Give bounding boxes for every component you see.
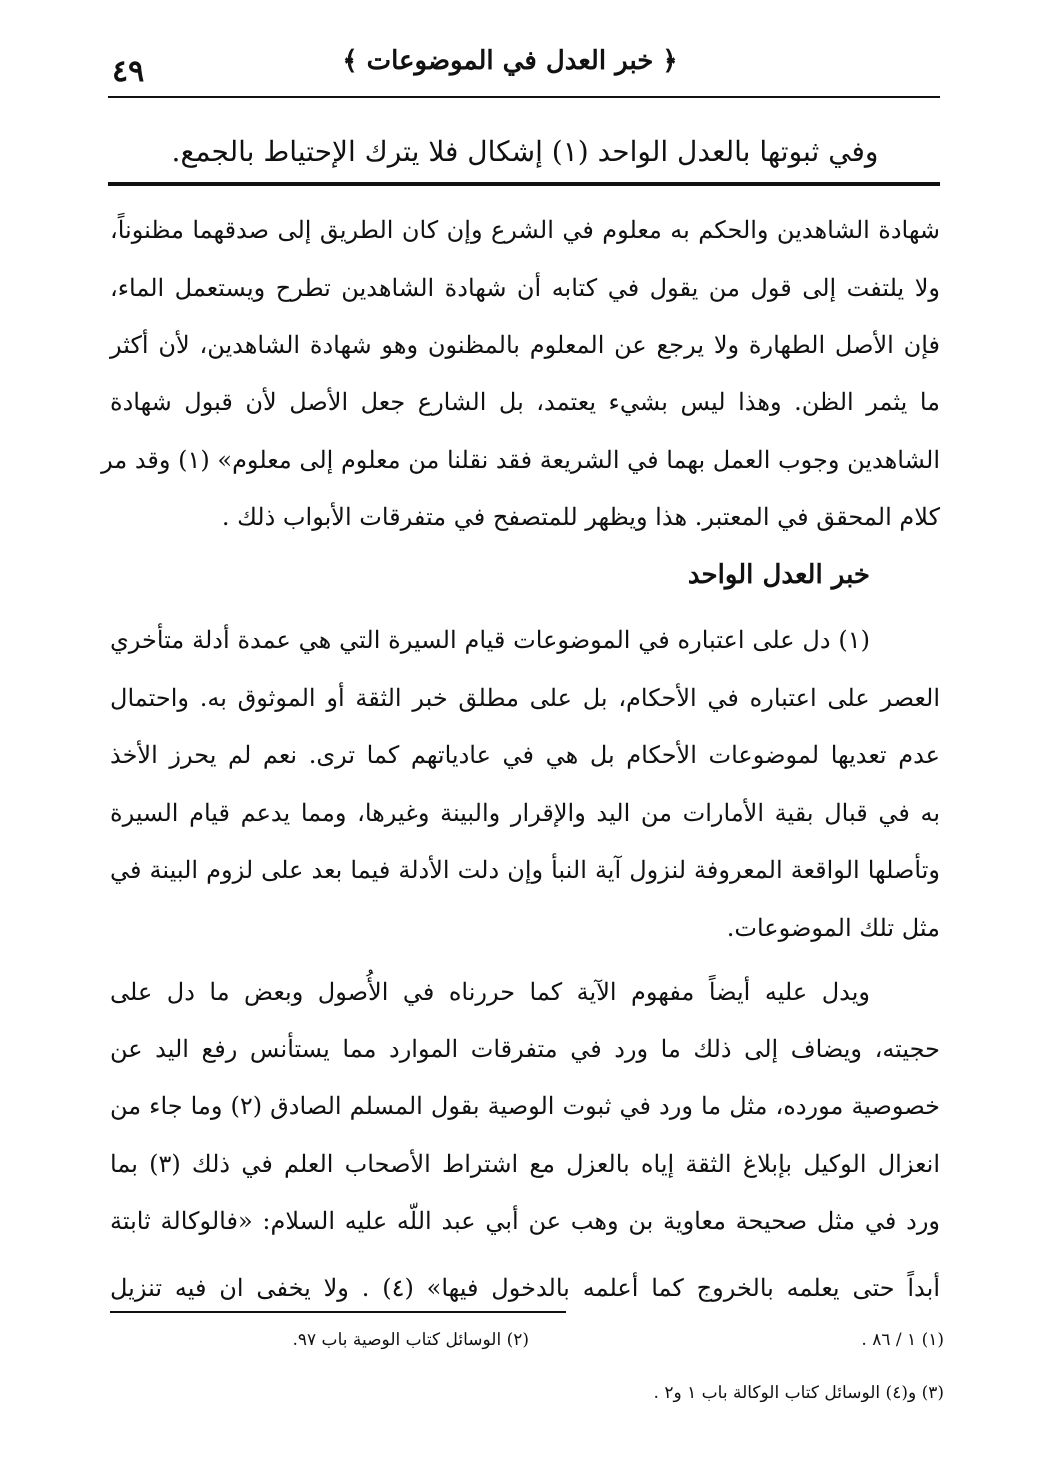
text-line: انعزال الوكيل بإبلاغ الثقة إياه بالعزل مع اشتراط الأصحاب العلم في ذلك (٣) بما — [110, 1150, 941, 1178]
footnote-1: (١) ١ / ٨٦ . — [861, 1330, 944, 1350]
text-line: كلام المحقق في المعتبر. هذا ويظهر للمتصفح في متفرقات الأبواب ذلك . — [221, 503, 940, 531]
commentary-divider — [108, 182, 940, 186]
text-line: ولا يلتفت إلى قول من يقول في كتابه أن شهادة الشاهدين تطرح ويستعمل الماء، — [110, 274, 940, 302]
matn-verse: وفي ثبوتها بالعدل الواحد (١) إشكال فلا يترك الإحتياط بالجمع. — [171, 135, 879, 168]
footnote-3-4: (٣) و(٤) الوسائل كتاب الوكالة باب ١ و٢ . — [653, 1383, 944, 1403]
text-line: ويدل عليه أيضاً مفهوم الآية كما حررناه في الأُصول وبعض ما دل على — [110, 978, 870, 1006]
text-line: خصوصية مورده، مثل ما ورد في ثبوت الوصية بقول المسلم الصادق (٢) وما جاء من — [110, 1092, 940, 1120]
footnote-2: (٢) الوسائل كتاب الوصية باب ٩٧. — [292, 1330, 529, 1350]
text-line: عدم تعديها لموضوعات الأحكام بل هي في عادياتهم كما ترى. نعم لم يحرز الأخذ — [110, 741, 940, 769]
text-line: فإن الأصل الطهارة ولا يرجع عن المعلوم بالمظنون وهو شهادة الشاهدين، لأن أكثر — [110, 331, 940, 359]
text-line: (١) دل على اعتباره في الموضوعات قيام السيرة التي هي عمدة أدلة متأخري — [110, 626, 870, 654]
text-line: به في قبال بقية الأمارات من اليد والإقرار والبينة وغيرها، ومما يدعم قيام السيرة — [110, 799, 941, 827]
section-heading: خبر العدل الواحد — [687, 560, 870, 590]
header-rule — [108, 96, 940, 98]
text-line: شهادة الشاهدين والحكم به معلوم في الشرع وإن كان الطريق إلى صدقهما مظنوناً، — [110, 216, 940, 244]
text-line: وتأصلها الواقعة المعروفة لنزول آية النبأ وإن دلت الأدلة فيما بعد على لزوم البينة في — [110, 856, 940, 884]
text-line: العصر على اعتباره في الأحكام، بل على مطلق خبر الثقة أو الموثوق به. واحتمال — [110, 684, 940, 712]
text-line: ما يثمر الظن. وهذا ليس بشيء يعتمد، بل الشارع جعل الأصل لأن قبول شهادة — [110, 388, 940, 416]
footnote-separator — [110, 1311, 566, 1313]
page-number: ٤٩ — [112, 54, 145, 89]
text-line: أبداً حتى يعلمه بالخروج كما أعلمه بالدخول فيها» (٤) . ولا يخفى ان فيه تنزيل — [110, 1274, 940, 1302]
text-line: حجيته، ويضاف إلى ذلك ما ورد في متفرقات الموارد مما يستأنس رفع اليد عن — [110, 1035, 940, 1063]
text-line: مثل تلك الموضوعات. — [726, 914, 940, 942]
text-line: ورد في مثل صحيحة معاوية بن وهب عن أبي عبد اللّه عليه السلام: «فالوكالة ثابتة — [110, 1207, 940, 1235]
running-title: ﴿ خبر العدل في الموضوعات ﴾ — [342, 46, 678, 76]
text-line: الشاهدين وجوب العمل بهما في الشريعة فقد نقلنا من معلوم إلى معلوم» (١) وقد مر — [101, 446, 940, 474]
